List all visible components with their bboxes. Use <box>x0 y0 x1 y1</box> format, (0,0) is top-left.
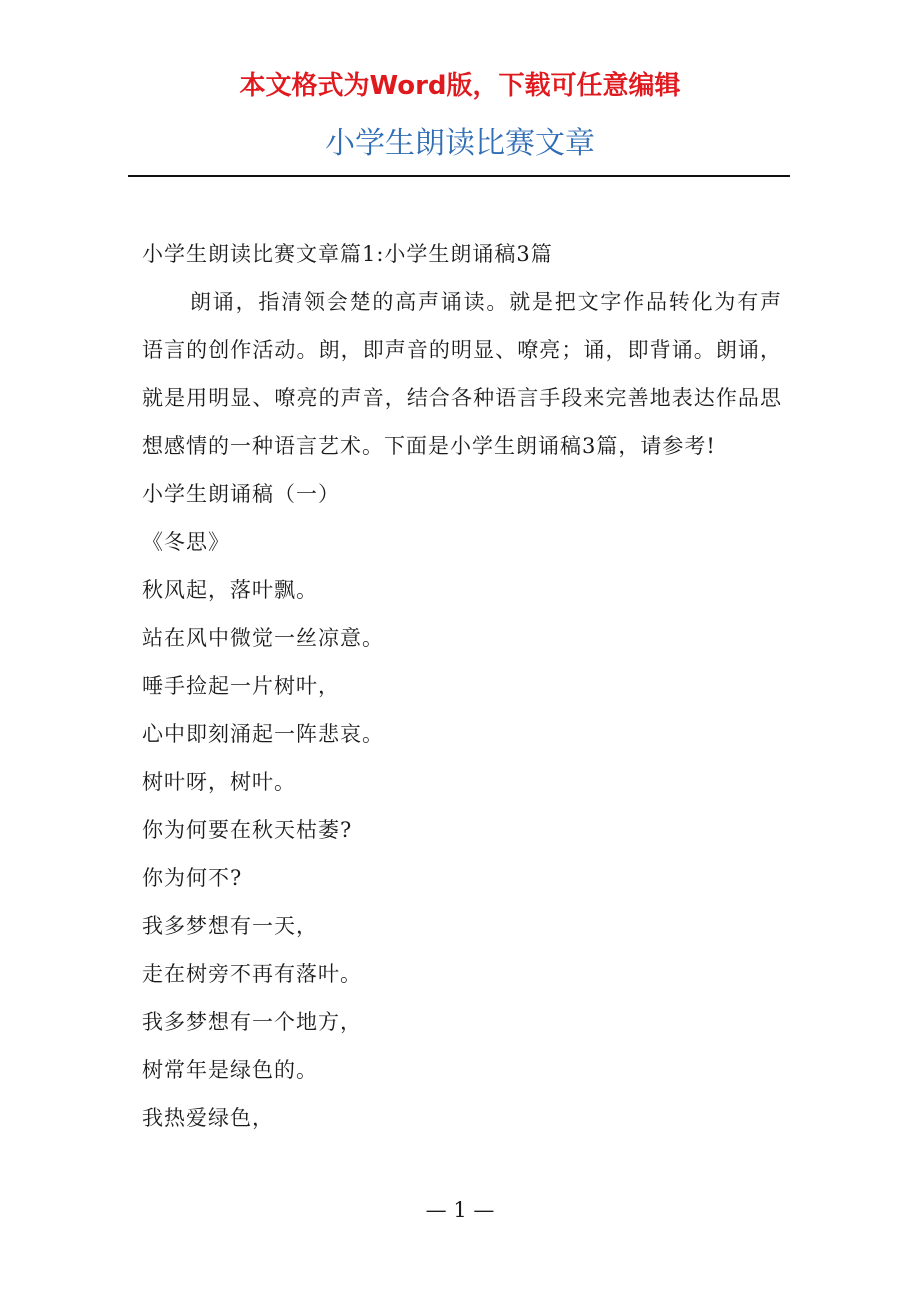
title-divider <box>128 175 790 177</box>
poem-line: 我多梦想有一天， <box>142 914 318 938</box>
poem-line: 你为何不? <box>142 866 243 890</box>
poem-line: 秋风起，落叶飘。 <box>142 578 318 602</box>
document-body <box>142 230 782 1142</box>
poem-line: 树叶呀，树叶。 <box>142 770 296 794</box>
section-title: 小学生朗诵稿（一） <box>142 482 340 506</box>
poem-line: 你为何要在秋天枯萎? <box>142 818 353 842</box>
poem-line: 我热爱绿色， <box>142 1106 274 1130</box>
poem-line: 树常年是绿色的。 <box>142 1058 318 1082</box>
download-notice: 本文格式为Word版，下载可任意编辑 <box>239 71 681 101</box>
page-number: — 1 — <box>425 1198 495 1222</box>
poem-title: 《冬思》 <box>142 530 230 554</box>
intro-paragraph: 朗诵，指清领会楚的高声诵读。就是把文字作品转化为有声语言的创作活动。朗，即声音的明显、嘹亮；诵，即背诵。朗诵，就是用明显、嘹亮的声音，结合各种语言手段来完善地表达作品思想感情的一种语言艺术。下面是小学生朗诵稿3篇，请参考! <box>142 290 782 458</box>
poem-line: 走在树旁不再有落叶。 <box>142 962 362 986</box>
document-title: 小学生朗读比赛文章 <box>325 126 595 161</box>
poem-line: 心中即刻涌起一阵悲哀。 <box>142 722 384 746</box>
poem-line: 站在风中微觉一丝凉意。 <box>142 626 384 650</box>
poem-line: 我多梦想有一个地方， <box>142 1010 362 1034</box>
article-heading: 小学生朗读比赛文章篇1:小学生朗诵稿3篇 <box>142 242 553 266</box>
poem-line: 唾手捡起一片树叶， <box>142 674 340 698</box>
